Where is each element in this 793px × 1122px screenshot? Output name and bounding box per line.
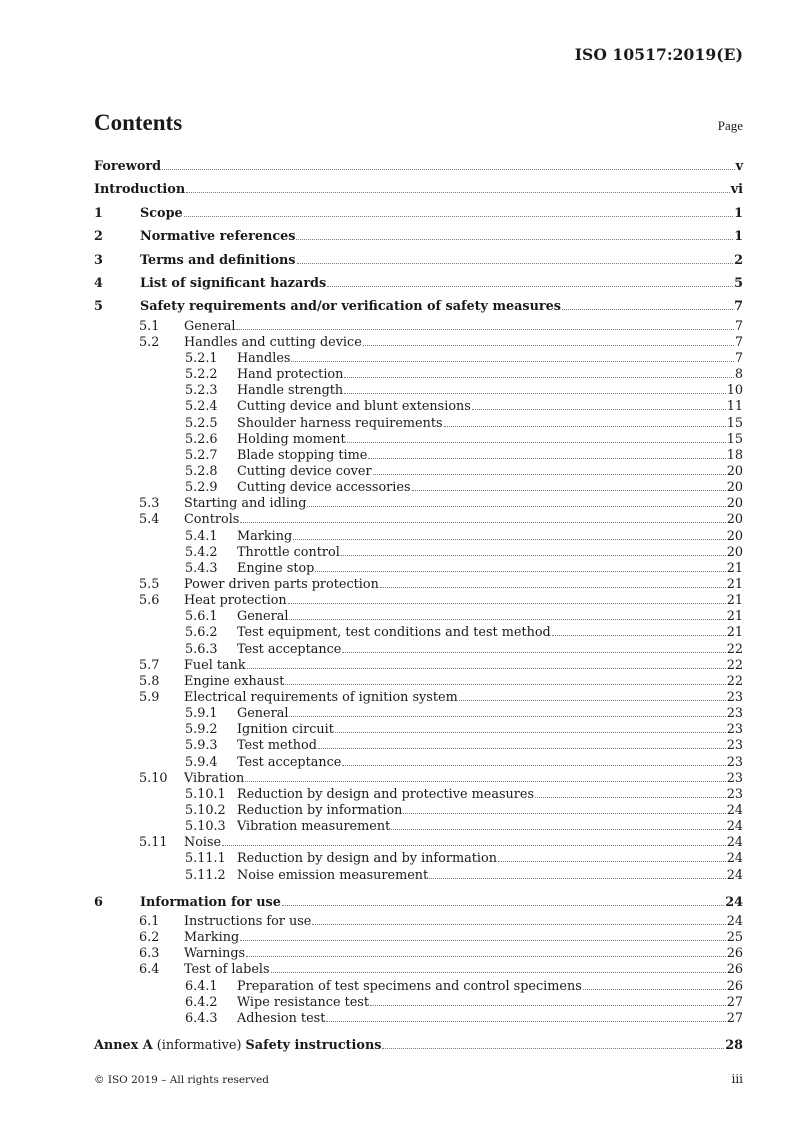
toc-entry-number: 5.2.6	[185, 431, 218, 447]
toc-entry-label: Reduction by design and protective measures	[237, 786, 535, 802]
toc-entry-page: 24	[726, 851, 743, 867]
toc-leader-dots	[307, 506, 725, 507]
toc-leader-dots	[552, 635, 726, 636]
toc-entry-number: 5.9.2	[185, 722, 218, 738]
toc-entry-page: 23	[726, 786, 743, 802]
toc-entry[interactable]	[94, 891, 743, 914]
toc-entry[interactable]	[94, 930, 743, 946]
toc-leader-dots	[236, 329, 733, 330]
toc-entry-number: 5.4.3	[185, 560, 218, 576]
toc-leader-dots	[363, 345, 734, 346]
toc-entry[interactable]	[94, 561, 743, 577]
toc-entry-label: Vibration measurement	[237, 819, 391, 835]
toc-entry[interactable]	[94, 155, 743, 178]
toc-leader-dots	[312, 924, 725, 925]
toc-entry-number: 6.2	[139, 930, 160, 946]
toc-leader-dots	[289, 619, 725, 620]
toc-entry-page: 22	[726, 641, 743, 657]
page-number-footer: iii	[731, 1072, 743, 1086]
toc-entry-label: General	[184, 318, 236, 334]
toc-entry[interactable]	[94, 787, 743, 803]
toc-entry-label: Warnings	[184, 946, 246, 962]
toc-entry-label: Cutting device accessories	[237, 480, 411, 496]
page-column-label: Page	[717, 118, 743, 133]
toc-entry-label: Introduction	[94, 182, 186, 198]
toc-entry-label: Instructions for use	[184, 914, 312, 930]
toc-entry[interactable]	[94, 399, 743, 415]
toc-leader-dots	[291, 361, 733, 362]
toc-entry-page: 23	[726, 706, 743, 722]
toc-entry[interactable]	[94, 690, 743, 706]
toc-entry[interactable]	[94, 609, 743, 625]
toc-entry[interactable]	[94, 249, 743, 272]
toc-entry[interactable]	[94, 706, 743, 722]
toc-leader-dots	[391, 829, 725, 830]
toc-leader-dots	[327, 286, 733, 287]
toc-entry[interactable]	[94, 625, 743, 641]
toc-leader-dots	[315, 571, 725, 572]
toc-leader-dots	[535, 797, 726, 798]
toc-entry-label: Reduction by design and by information	[237, 851, 497, 867]
toc-entry-number: 5.9.3	[185, 738, 218, 754]
toc-entry-page: 1	[734, 205, 743, 221]
toc-entry-page: 20	[726, 480, 743, 496]
toc-entry-label: List of significant hazards	[140, 275, 327, 291]
toc-entry[interactable]	[94, 868, 743, 884]
toc-entry-label: Preparation of test specimens and control specimens	[237, 978, 582, 994]
toc-leader-dots	[222, 845, 726, 846]
toc-entry[interactable]	[94, 367, 743, 383]
toc-entry-page: 24	[726, 835, 743, 851]
toc-entry[interactable]	[94, 835, 743, 851]
toc-entry[interactable]	[94, 577, 743, 593]
toc-entry-label: Marking	[237, 528, 293, 544]
toc-entry-label: Test method	[237, 738, 317, 754]
toc-entry[interactable]	[94, 178, 743, 201]
toc-entry[interactable]	[94, 593, 743, 609]
toc-leader-dots	[288, 603, 726, 604]
toc-entry-label: Holding moment	[237, 431, 346, 447]
toc-entry-page: 27	[726, 994, 743, 1010]
toc-entry-number: 5.5	[139, 576, 160, 592]
toc-entry-label: Test of labels	[184, 962, 270, 978]
toc-leader-dots	[344, 377, 733, 378]
toc-entry-label: Handles and cutting device	[184, 334, 362, 350]
toc-entry-page: 22	[726, 657, 743, 673]
toc-entry-number: 5.10.2	[185, 802, 226, 818]
toc-entry[interactable]	[94, 319, 743, 335]
toc-entry-label: Ignition circuit	[237, 722, 334, 738]
toc-entry-label: General	[237, 706, 289, 722]
toc-leader-dots	[341, 555, 726, 556]
toc-entry[interactable]	[94, 272, 743, 295]
toc-entry-page: 8	[734, 367, 743, 383]
toc-entry-number: 5.10.1	[185, 786, 226, 802]
toc-entry-number: 5.7	[139, 657, 160, 673]
toc-entry-label: Shoulder harness requirements	[237, 415, 443, 431]
toc-entry[interactable]	[94, 202, 743, 225]
toc-entry-number: 2	[94, 229, 103, 245]
toc-entry[interactable]	[94, 771, 743, 787]
toc-entry-number: 5.2.9	[185, 480, 218, 496]
toc-entry-page: 21	[726, 593, 743, 609]
toc-entry-number: 5.2	[139, 334, 160, 350]
toc-entry-page: 15	[726, 431, 743, 447]
toc-entry-number: 1	[94, 205, 103, 221]
toc-spacer	[94, 884, 743, 891]
toc-leader-dots	[412, 490, 726, 491]
toc-leader-dots	[335, 732, 726, 733]
copyright-footer: © ISO 2019 – All rights reserved	[94, 1074, 269, 1086]
toc-entry-page: 20	[726, 464, 743, 479]
toc-entry[interactable]	[94, 335, 743, 351]
toc-entry-label: Scope	[140, 205, 183, 221]
toc-entry-page: 1	[734, 229, 743, 245]
toc-entry-page: 24	[726, 802, 743, 818]
toc-entry[interactable]	[94, 383, 743, 399]
toc-entry-label: Noise	[184, 835, 222, 851]
toc-entry-page: 27	[726, 1010, 743, 1026]
toc-entry-label: Adhesion test	[237, 1010, 326, 1026]
toc-entry-number: 6.4.3	[185, 1010, 218, 1026]
toc-entry[interactable]	[94, 738, 743, 754]
toc-entry-label: Electrical requirements of ignition system	[184, 689, 458, 705]
toc-entry[interactable]	[94, 755, 743, 771]
toc-entry-number: 5.2.7	[185, 447, 218, 463]
toc-entry-page: vi	[730, 182, 743, 198]
toc-entry[interactable]	[94, 819, 743, 835]
toc-entry-label: Throttle control	[237, 544, 340, 560]
toc-entry-label: Information for use	[140, 894, 281, 910]
toc-entry-label: Cutting device cover	[237, 464, 372, 479]
toc-entry[interactable]	[94, 480, 743, 496]
toc-entry[interactable]	[94, 416, 743, 432]
toc-entry[interactable]	[94, 946, 743, 962]
toc-entry[interactable]	[94, 995, 743, 1011]
toc-entry-page: 7	[734, 299, 743, 315]
toc-entry-label: General	[237, 609, 289, 625]
toc-leader-dots	[318, 748, 726, 749]
toc-entry[interactable]	[94, 1034, 743, 1057]
toc-entry-label: Fuel tank	[184, 657, 246, 673]
toc-entry-number: 6.4	[139, 962, 160, 978]
toc-leader-dots	[285, 684, 725, 685]
toc-entry-number: 4	[94, 275, 103, 291]
toc-entry-label-tail: Safety instructions	[245, 1038, 382, 1054]
toc-entry-number: 5	[94, 299, 103, 315]
toc-entry[interactable]	[94, 722, 743, 738]
toc-entry-number: 5.6	[139, 593, 160, 609]
toc-entry-number: 5.2.8	[185, 464, 218, 479]
toc-spacer	[94, 1027, 743, 1034]
toc-entry-page: 22	[726, 673, 743, 689]
toc-leader-dots	[186, 192, 730, 193]
toc-entry[interactable]	[94, 674, 743, 690]
toc-entry-number: 6.4.1	[185, 978, 218, 994]
toc-entry-number: 5.2.2	[185, 367, 218, 383]
toc-entry[interactable]	[94, 464, 743, 480]
toc-leader-dots	[472, 409, 726, 410]
toc-leader-dots	[240, 940, 726, 941]
toc-leader-dots	[245, 781, 725, 782]
toc-leader-dots	[498, 861, 726, 862]
toc-leader-dots	[368, 458, 725, 459]
toc-entry-label: Reduction by information	[237, 802, 403, 818]
toc-leader-dots	[162, 169, 735, 170]
toc-entry-label: Wipe resistance test	[237, 994, 370, 1010]
toc-entry-page: 15	[726, 415, 743, 431]
toc-entry[interactable]	[94, 962, 743, 978]
toc-leader-dots	[583, 989, 726, 990]
toc-entry-page: 25	[726, 930, 743, 946]
toc-entry-label: Hand protection	[237, 367, 344, 383]
toc-entry-label: Controls	[184, 512, 240, 528]
toc-entry-label: Test equipment, test conditions and test method	[237, 625, 551, 641]
toc-entry-label: Terms and definitions	[140, 252, 296, 268]
toc-entry[interactable]	[94, 658, 743, 674]
toc-entry-page: 24	[726, 914, 743, 930]
toc-entry-number: 5.9.1	[185, 706, 218, 722]
toc-entry-number: 6.3	[139, 946, 160, 962]
toc-entry-number: 5.9.4	[185, 754, 218, 770]
toc-entry-number: 5.4	[139, 512, 160, 528]
toc-entry-number: 5.2.1	[185, 351, 218, 367]
toc-entry-page: 23	[726, 770, 743, 786]
toc-entry-number: 5.11.2	[185, 867, 226, 883]
toc-entry-page: 24	[725, 894, 743, 910]
table-of-contents	[94, 155, 743, 1057]
toc-leader-dots	[184, 216, 733, 217]
toc-entry-page: 20	[726, 496, 743, 512]
toc-entry-page: 20	[726, 528, 743, 544]
toc-entry[interactable]	[94, 529, 743, 545]
toc-entry-page: 26	[726, 962, 743, 978]
toc-leader-dots	[289, 716, 725, 717]
toc-entry-page: 20	[726, 512, 743, 528]
toc-entry-label: Marking	[184, 930, 240, 946]
toc-entry-page: 2	[734, 252, 743, 268]
toc-leader-dots	[342, 765, 725, 766]
toc-entry-number: 5.11.1	[185, 851, 226, 867]
toc-leader-dots	[293, 539, 726, 540]
toc-entry[interactable]	[94, 642, 743, 658]
toc-leader-dots	[240, 522, 725, 523]
toc-leader-dots	[380, 587, 726, 588]
toc-entry-number: 5.3	[139, 496, 160, 512]
toc-leader-dots	[342, 652, 725, 653]
toc-entry-page: 10	[726, 383, 743, 399]
toc-entry-page: 24	[726, 819, 743, 835]
toc-entry-number: 3	[94, 252, 103, 268]
toc-leader-dots	[459, 700, 726, 701]
toc-entry-number: 6.1	[139, 914, 160, 930]
toc-entry-label: Handle strength	[237, 383, 344, 399]
contents-title: Contents	[94, 110, 183, 135]
toc-entry-label: Cutting device and blunt extensions	[237, 399, 471, 415]
toc-entry[interactable]	[94, 225, 743, 248]
toc-entry-page: 5	[734, 275, 743, 291]
toc-entry-page: 28	[725, 1038, 743, 1054]
toc-entry-number: 5.2.5	[185, 415, 218, 431]
toc-entry-label: Noise emission measurement	[237, 867, 429, 883]
toc-entry-page: 26	[726, 946, 743, 962]
toc-entry-page: 7	[734, 334, 743, 350]
toc-entry-label: Engine exhaust	[184, 673, 285, 689]
toc-entry-number: 6	[94, 894, 103, 910]
toc-entry-number: 5.9	[139, 689, 160, 705]
toc-leader-dots	[246, 956, 726, 957]
toc-entry-page: 21	[726, 625, 743, 641]
toc-entry[interactable]	[94, 448, 743, 464]
toc-leader-dots	[444, 426, 726, 427]
toc-entry-label: Normative references	[140, 229, 296, 245]
toc-entry-label: Foreword	[94, 159, 162, 174]
toc-leader-dots	[297, 263, 734, 264]
toc-leader-dots	[370, 1005, 726, 1006]
toc-leader-dots	[247, 668, 726, 669]
toc-entry-number: 5.1	[139, 318, 160, 334]
toc-entry[interactable]	[94, 432, 743, 448]
toc-leader-dots	[271, 972, 726, 973]
toc-entry[interactable]	[94, 351, 743, 367]
toc-entry-label: Starting and idling	[184, 496, 307, 512]
toc-entry-page: 20	[726, 544, 743, 560]
toc-leader-dots	[326, 1021, 725, 1022]
toc-entry-page: v	[735, 159, 743, 174]
toc-leader-dots	[403, 813, 725, 814]
toc-entry-page: 7	[734, 318, 743, 334]
toc-entry-number: 5.6.1	[185, 609, 218, 625]
toc-entry-number: 5.10	[139, 770, 168, 786]
toc-entry-number: 5.2.4	[185, 399, 218, 415]
toc-entry-number: 5.10.3	[185, 819, 226, 835]
toc-entry[interactable]	[94, 851, 743, 867]
toc-entry-page: 18	[726, 447, 743, 463]
toc-entry-label: Power driven parts protection	[184, 576, 379, 592]
toc-entry-page: 24	[726, 867, 743, 883]
toc-entry[interactable]	[94, 979, 743, 995]
toc-entry[interactable]	[94, 1011, 743, 1027]
toc-entry-number: 5.11	[139, 835, 168, 851]
toc-leader-dots	[382, 1048, 724, 1049]
toc-entry-number: 5.6.2	[185, 625, 218, 641]
toc-entry-page: 23	[726, 754, 743, 770]
toc-entry-label: Vibration	[184, 770, 245, 786]
toc-entry-page: 21	[726, 609, 743, 625]
toc-entry-page: 11	[726, 399, 743, 415]
toc-leader-dots	[347, 442, 726, 443]
toc-leader-dots	[562, 309, 733, 310]
toc-leader-dots	[296, 239, 733, 240]
toc-entry-number: 6.4.2	[185, 994, 218, 1010]
toc-entry-page: 21	[726, 560, 743, 576]
toc-entry-label: Handles	[237, 351, 291, 367]
toc-entry-number: 5.2.3	[185, 383, 218, 399]
toc-entry-number: 5.6.3	[185, 641, 218, 657]
toc-leader-dots	[344, 393, 726, 394]
toc-entry-number: 5.4.2	[185, 544, 218, 560]
toc-entry-label	[94, 1034, 381, 1057]
toc-leader-dots	[282, 905, 724, 906]
toc-entry[interactable]	[94, 545, 743, 561]
toc-entry-page: 7	[734, 351, 743, 367]
toc-entry-page: 23	[726, 738, 743, 754]
toc-entry-label-note: (informative)	[152, 1038, 246, 1054]
toc-entry[interactable]	[94, 914, 743, 930]
toc-leader-dots	[373, 474, 726, 475]
toc-entry-page: 23	[726, 689, 743, 705]
toc-entry[interactable]	[94, 295, 743, 318]
toc-entry-label: Heat protection	[184, 593, 287, 609]
toc-entry[interactable]	[94, 496, 743, 512]
toc-entry-label: Blade stopping time	[237, 447, 368, 463]
toc-entry-page: 21	[726, 576, 743, 592]
toc-entry-label: Engine stop	[237, 560, 315, 576]
toc-entry-number: 5.4.1	[185, 528, 218, 544]
toc-entry[interactable]	[94, 803, 743, 819]
toc-entry-number: 5.8	[139, 673, 160, 689]
toc-entry-label: Safety requirements and/or verification of safety measures	[140, 299, 562, 315]
toc-leader-dots	[429, 878, 726, 879]
toc-entry-label: Test acceptance	[237, 641, 342, 657]
toc-entry-page: 23	[726, 722, 743, 738]
toc-entry-label: Test acceptance	[237, 754, 342, 770]
toc-entry[interactable]	[94, 512, 743, 528]
toc-entry-label-prefix: Annex A	[94, 1038, 153, 1054]
document-id-header: ISO 10517:2019(E)	[574, 45, 743, 64]
toc-entry-page: 26	[726, 978, 743, 994]
